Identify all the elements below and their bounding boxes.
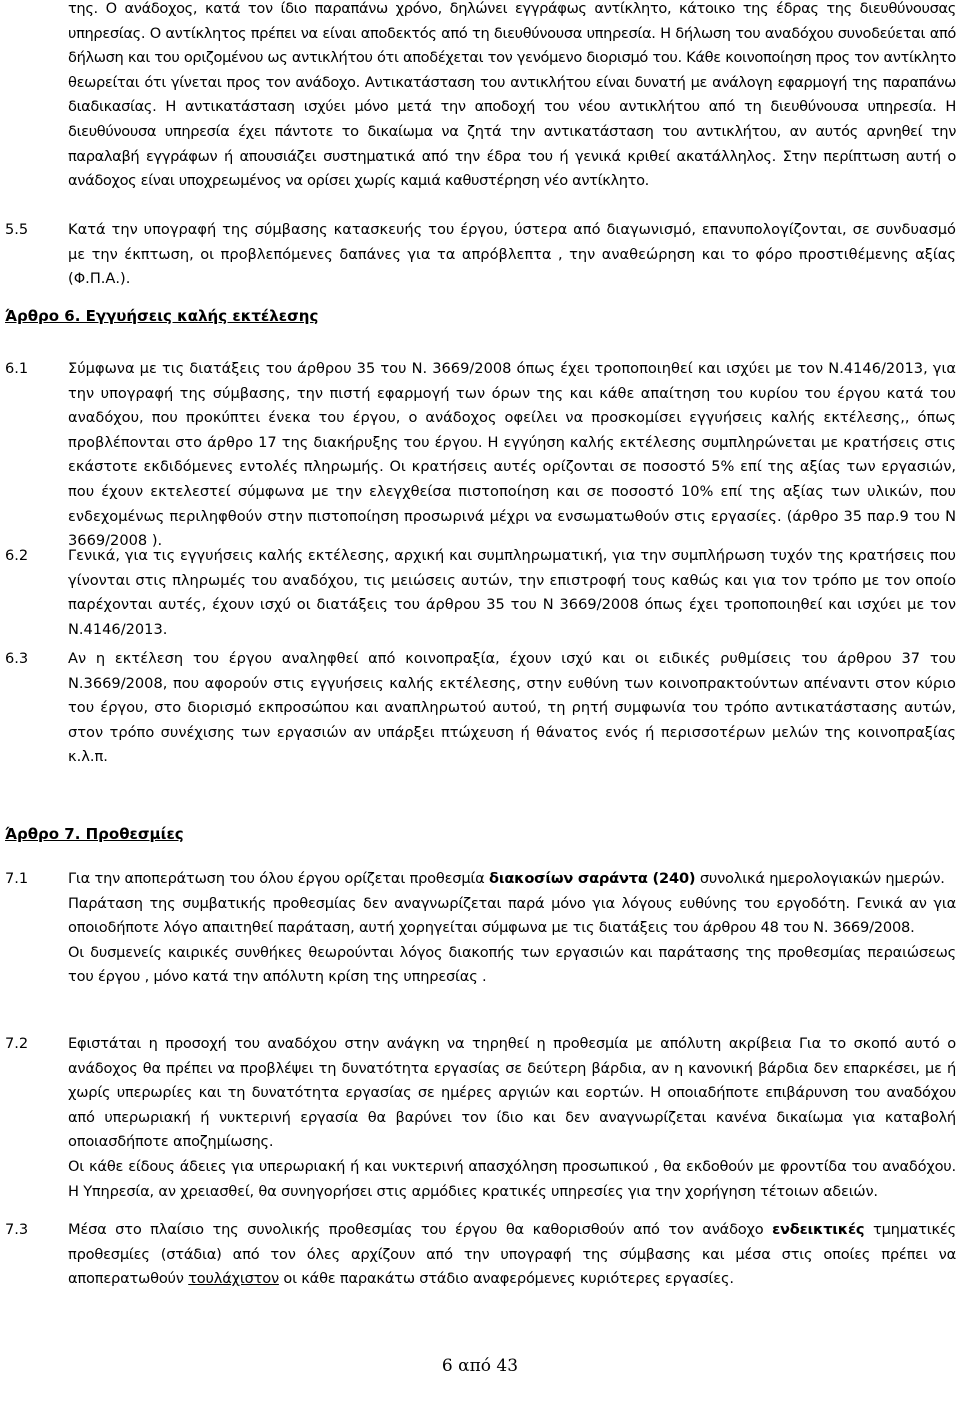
section-7-1-text-after: συνολικά ημερολογιακών ημερών. xyxy=(695,870,945,887)
section-7-2-number: 7.2 xyxy=(5,1035,29,1052)
section-7-1-para3: Οι δυσμενείς καιρικές συνθήκες θεωρούνται λόγος διακοπής των εργασιών και παράτασης της προθεσμίας περαιώσεως του έργου , μόνο κατά την απόλυτη κρίση της υπηρεσίας . xyxy=(68,943,956,986)
section-7-1-text-before: Για την αποπεράτωση του όλου έργου ορίζεται προθεσμία xyxy=(68,870,490,887)
section-5-5-number: 5.5 xyxy=(5,221,29,238)
indicative-bold: ενδεικτικές xyxy=(772,1221,865,1238)
section-7-3-number: 7.3 xyxy=(5,1221,29,1238)
deadline-days-bold: διακοσίων σαράντα (240) xyxy=(489,870,696,887)
section-6-2-number: 6.2 xyxy=(5,547,29,564)
section-5-5-text: Κατά την υπογραφή της σύμβασης κατασκευής του έργου, ύστερα από διαγωνισμό, επανυπολογίζονται, σε συνδυασμό με την έκπτωση, οι προβλεπόμενες δαπάνες για τα απρόβλεπτα , την αναθεώρηση και το φόρο προστιθέμενης αξίας (Φ.Π.Α.). xyxy=(68,221,956,288)
section-7-3-text-before: Μέσα στο πλαίσιο της συνολικής προθεσμίας του έργου θα καθορισθούν από τον ανάδοχο xyxy=(68,1221,773,1238)
section-6-3-number: 6.3 xyxy=(5,650,29,667)
section-7-1-number: 7.1 xyxy=(5,870,29,887)
section-6-1-number: 6.1 xyxy=(5,360,29,377)
article-7-heading: Άρθρο 7. Προθεσμίες xyxy=(5,825,184,843)
section-7-2-para1: Εφιστάται η προσοχή του αναδόχου στην ανάγκη να τηρηθεί η προθεσμία με απόλυτη ακρίβεια Για το σκοπό αυτό ο ανάδοχος θα πρέπει να προβλέψει τη δυνατότητα εργασίας σε δεύτερη βάρδια, αν η κανονική βάρδια δεν επαρκέσει, με ή χωρίς υπερωρίες και τη δυνατότητα εργασίας σε ημέρες αργιών και εορτών. Η οποιαδήποτε επιβάρυνση του αναδόχου από υπερωριακή ή νυκτερινή εργασία θα βαρύνει τον ίδιο και δεν αναγνωρίζεται κανένα δικαίωμα για καταβολή οποιασδήποτε αποζημίωσης. xyxy=(68,1035,956,1151)
article-6-heading: Άρθρο 6. Εγγυήσεις καλής εκτέλεσης xyxy=(5,307,319,325)
section-7-1-body xyxy=(68,867,956,990)
section-7-3-body xyxy=(68,1218,956,1292)
section-7-3-text-after: οι κάθε παρακάτω στάδιο αναφερόμενες κυριότερες εργασίες. xyxy=(278,1270,734,1288)
section-6-3-text: Αν η εκτέλεση του έργου αναληφθεί από κοινοπραξία, έχουν ισχύ και οι ειδικές ρυθμίσεις του άρθρου 37 του Ν.3669/2008, που αφορούν στις εγγυήσεις καλής εκτέλεσης, στην ευθύνη των κοινοπρακτούντων απέναντι στον κύριο του έργου, στο διορισμό εκπροσώπου και αναπληρωτού αυτού, τη ρητή συμφωνία του τρόπο αντικατάστασης αυτών, στον τρόπο συνέχισης των εργασιών αν υπάρξει πτώχευση ή θάνατος ενός ή περισσοτέρων μελών της κοινοπραξίας κ.λ.π. xyxy=(68,650,956,766)
section-7-2-para2: Οι κάθε είδους άδειες για υπερωριακή ή και νυκτερινή απασχόληση προσωπικού , θα εκδοθούν με φροντίδα του αναδόχου. Η Υπηρεσία, αν χρειασθεί, θα συνηγορήσει στις αρμόδιες κρατικές υπηρεσίες για την χορήγηση τέτοιων αδειών. xyxy=(68,1157,956,1200)
section-6-1-text: Σύμφωνα με τις διατάξεις του άρθρου 35 του Ν. 3669/2008 όπως έχει τροποποιηθεί και ισχύει με τον Ν.4146/2013, για την υπογραφή της σύμβασης, την πιστή εφαρμογή των όρων της και κάθε απαίτηση του κυρίου του έργου κατά του αναδόχου, που προκύπτει ένεκα του έργου, ο ανάδοχος οφείλει να προσκομίσει εγγυήσεις καλής εκτέλεσης,, όπως προβλέπονται στο άρθρο 17 της διακήρυξης του έργου. Η εγγύηση καλής εκτέλεσης συμπληρώνεται με κρατήσεις στις εκάστοτε εκδιδόμενες εντολές πληρωμής. Οι κρατήσεις αυτές ορίζονται σε ποσοστό 5% επί της αξίας των εργασιών, που έχουν εκτελεστεί σύμφωνα με την ελεγχθείσα πιστοποίηση και σε ποσοστό 10% επί της αξίας των υλικών, που ενδεχομένως περιληφθούν στην πιστοποίηση προσωρινά μέχρι να ενσωματωθούν στις εργασίες. (άρθρο 35 παρ.9 του Ν 3669/2008 ). xyxy=(68,360,956,550)
section-7-1-para2: Παράταση της συμβατικής προθεσμίας δεν αναγνωρίζεται παρά μόνο για λόγους ευθύνης του εργοδότη. Γενικά αν για οποιοδήποτε λόγο απαιτηθεί παράταση, αυτή χορηγείται σύμφωνα με τις διατάξεις του άρθρου 48 του Ν. 3669/2008. xyxy=(68,894,956,937)
at-least-underlined: τουλάχιστον xyxy=(188,1270,279,1288)
intro-paragraph: της. Ο ανάδοχος, κατά τον ίδιο παραπάνω χρόνο, δηλώνει εγγράφως αντίκλητο, κάτοικο της έδρας της διευθύνουσας υπηρεσίας. Ο αντίκλητος πρέπει να είναι αποδεκτός από τη διευθύνουσα υπηρεσία. Η δήλωση του αναδόχου συνοδεύεται από δήλωση και του οριζομένου ως αντικλήτου ότι αποδέχεται τον γενόμενο διορισμό του. Κάθε κοινοποίηση προς τον αντίκλητο θεωρείται ότι γίνεται προς τον ανάδοχο. Αντικατάσταση του αντικλήτου είναι δυνατή με ανάλογη εφαρμογή της παραπάνω διαδικασίας. Η αντικατάσταση ισχύει μόνο μετά την αποδοχή του νέου αντικλήτου από τη διευθύνουσα υπηρεσία. Η διευθύνουσα υπηρεσία έχει πάντοτε το δικαίωμα να ζητά την αντικατάσταση του αντικλήτου, αν αυτός αρνηθεί την παραλαβή εγγράφων ή απουσιάζει συστηματικά από την έδρα του ή γενικά κριθεί ακατάλληλος. Στην περίπτωση αυτή ο ανάδοχος είναι υποχρεωμένος να ορίσει χωρίς καμιά καθυστέρηση νέο αντίκλητο. xyxy=(68,0,956,190)
section-7-1-para1 xyxy=(68,867,956,892)
page-number-footer: 6 από 43 xyxy=(441,1356,519,1376)
section-7-3-text-middle: τμηματικές προθεσμίες (στάδια) από τον όλες αρχίζουν από την υπογραφή της σύμβασης και μέσα στις οποίες πρέπει να αποπερατωθούν xyxy=(68,1221,956,1288)
section-6-2-text: Γενικά, για τις εγγυήσεις καλής εκτέλεσης, αρχική και συμπληρωματική, για την συμπλήρωση τυχόν της κρατήσεις που γίνονται στις πληρωμές του αναδόχου, τις μειώσεις αυτών, την επιστροφή τους καθώς και για τον τρόπο με τον οποίο παρέχονται αυτές, έχουν ισχύ οι διατάξεις του άρθρου 35 του Ν 3669/2008 όπως έχει τροποποιηθεί και ισχύει με τον Ν.4146/2013. xyxy=(68,547,956,638)
section-7-2-body xyxy=(68,1032,956,1204)
